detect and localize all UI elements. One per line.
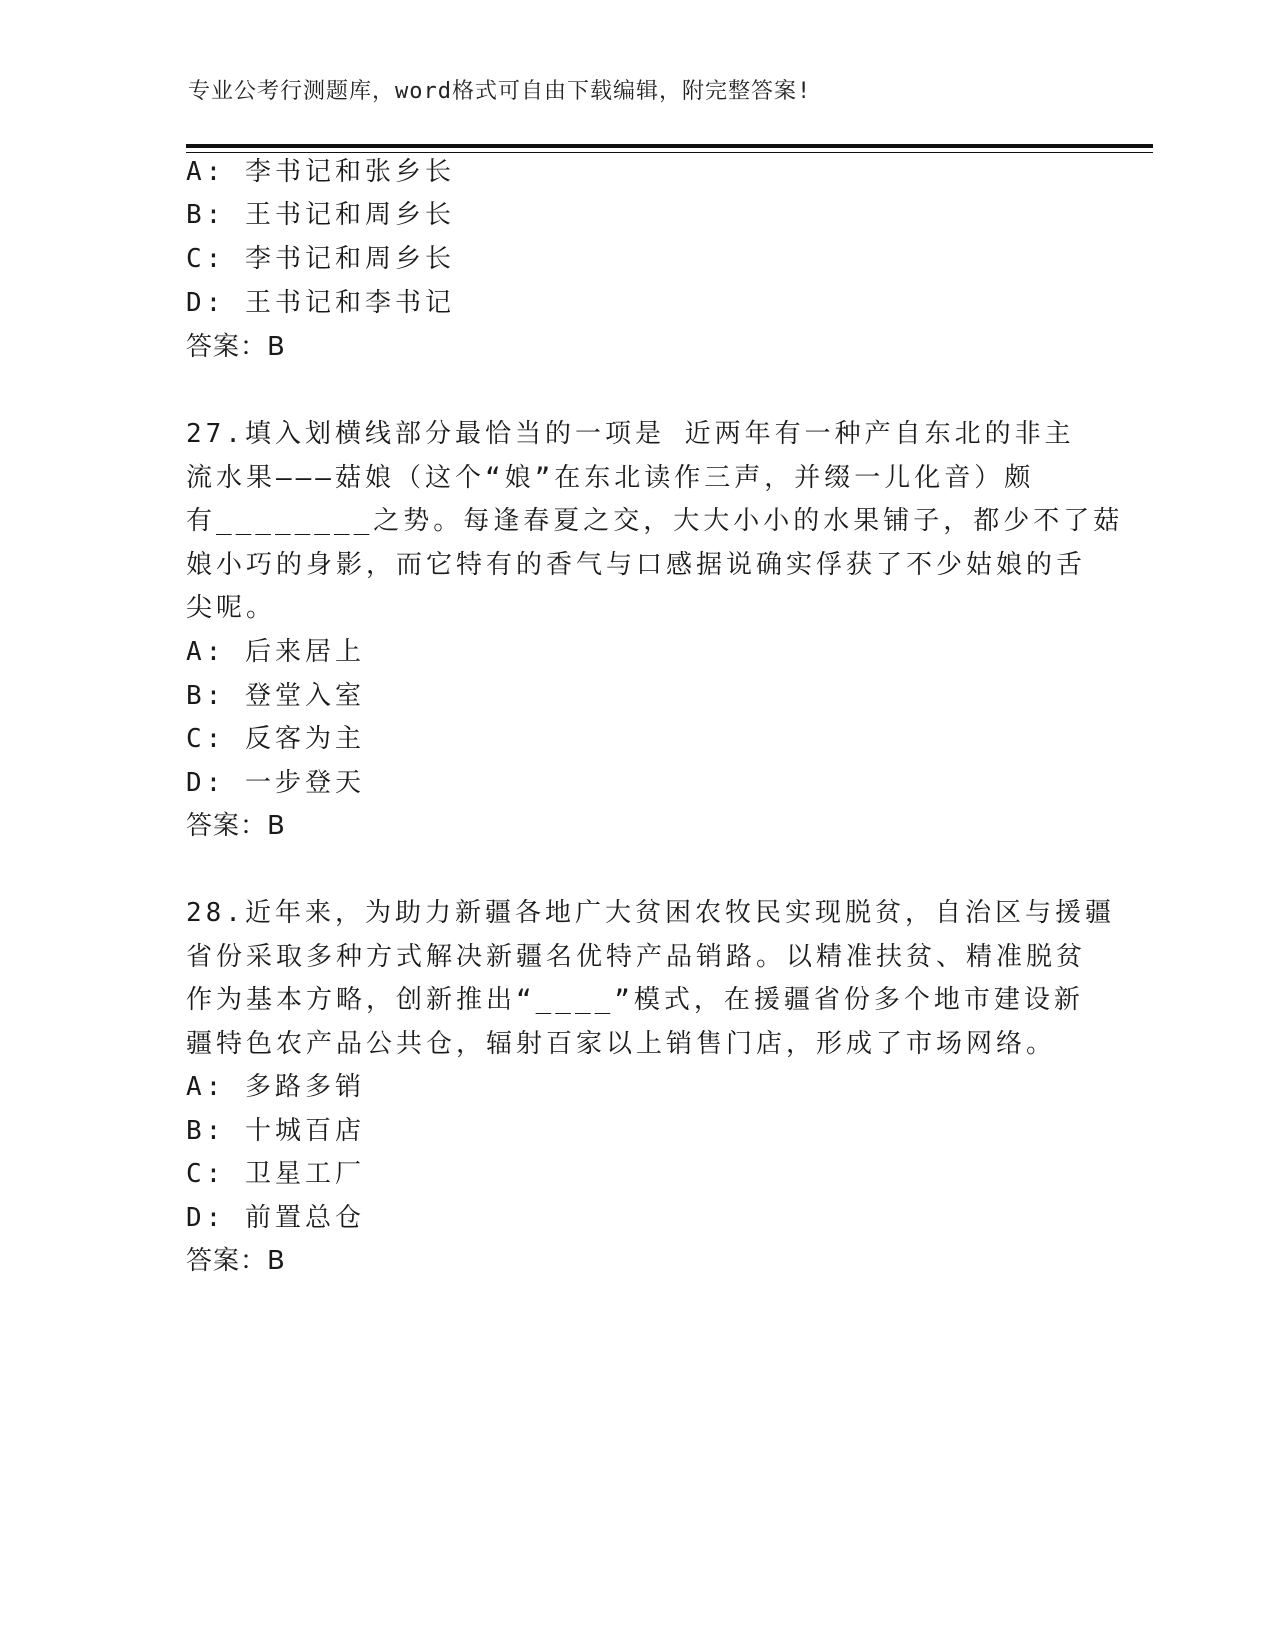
option-c: C: 卫星工厂 [186, 1159, 365, 1189]
question-text-line: 流水果———菇娘（这个“娘”在东北读作三声，并缀一儿化音）颇 [186, 463, 1035, 493]
question-text-line: 娘小巧的身影，而它特有的香气与口感据说确实俘获了不少姑娘的舌 [186, 550, 1087, 580]
option-a: A: 后来居上 [186, 637, 365, 667]
option-b: B: 王书记和周乡长 [186, 200, 455, 230]
option-c: C: 反客为主 [186, 724, 365, 754]
option-a: A: 李书记和张乡长 [186, 157, 455, 187]
question-text-line: 27.填入划横线部分最恰当的一项是 近两年有一种产自东北的非主 [186, 419, 1075, 449]
answer-value: B [267, 811, 286, 841]
answer-label: 答案： [186, 1246, 268, 1276]
option-d: D: 一步登天 [186, 768, 365, 798]
header-rule-thin [186, 152, 1153, 153]
header-text: 专业公考行测题库，word格式可自由下载编辑，附完整答案! [188, 79, 812, 104]
header-rule-thick [186, 144, 1153, 148]
answer-value: B [267, 1246, 286, 1276]
answer-label: 答案： [186, 811, 268, 841]
question-text-line: 尖呢。 [186, 593, 277, 623]
option-a: A: 多路多销 [186, 1072, 365, 1102]
option-b: B: 十城百店 [186, 1116, 365, 1146]
answer-value: B [267, 332, 286, 362]
question-text-line: 28.近年来，为助力新疆各地广大贫困农牧民实现脱贫，自治区与援疆 [186, 898, 1115, 928]
option-d: D: 前置总仓 [186, 1203, 365, 1233]
answer-line [186, 810, 286, 842]
question-text-line: 疆特色农产品公共仓，辐射百家以上销售门店，形成了市场网络。 [186, 1029, 1057, 1059]
answer-line [186, 1245, 286, 1277]
option-b: B: 登堂入室 [186, 681, 365, 711]
question-text-line: 有________之势。每逢春夏之交，大大小小的水果铺子，都少不了菇 [186, 506, 1124, 536]
answer-line [186, 331, 286, 363]
option-d: D: 王书记和李书记 [186, 288, 455, 318]
option-c: C: 李书记和周乡长 [186, 244, 455, 274]
answer-label: 答案： [186, 332, 268, 362]
question-text-line: 省份采取多种方式解决新疆名优特产品销路。以精准扶贫、精准脱贫 [186, 942, 1087, 972]
question-text-line: 作为基本方略，创新推出“____”模式，在援疆省份多个地市建设新 [186, 985, 1084, 1015]
